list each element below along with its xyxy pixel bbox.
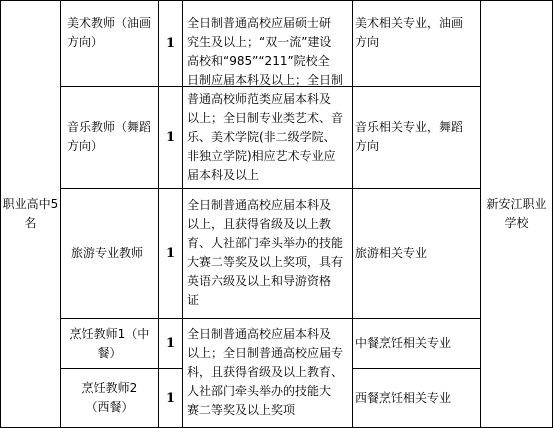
count-cell: 1 bbox=[165, 246, 176, 261]
employer-cell: 新安江职业 学校 bbox=[486, 197, 547, 230]
major-cell: 西餐烹饪相关专业 bbox=[355, 390, 452, 405]
position-cell: 烹饪教师1（中 餐） bbox=[69, 326, 150, 360]
major-cell: 音乐相关专业，舞蹈 方向 bbox=[355, 120, 464, 153]
major-cell: 中餐烹饪相关专业 bbox=[355, 336, 452, 350]
table-border-top bbox=[0, 0, 553, 1]
requirement-cell-cooking: 全日制普通高校应届本科及 以上；全日制普通高校应届专 科，且获得省级及以上教育、 人社部门牵头举办的技能大 赛二等奖及以上奖项 bbox=[187, 327, 344, 417]
position-cell: 音乐教师（舞蹈 方向） bbox=[67, 120, 152, 153]
post-group-cell: 职业高中5 名 bbox=[2, 197, 59, 230]
count-cell: 1 bbox=[165, 336, 176, 351]
requirement-cell-tourism: 全日制普通高校应届本科及 以上，且获得省级及以上教 育、人社部门牵头举办的技能 大赛二等奖及以上奖项，具有 英语六级及以上和导游资格 证 bbox=[187, 198, 344, 307]
major-cell: 美术相关专业，油画 方向 bbox=[355, 16, 464, 49]
requirement-cell-arts: 全日制普通高校应届硕士研 究生及以上；“双一流”建设 高校和“985”“211”院校全 日制应届本科及以上；全日制 普通高校师范类应届本科及 以上；全日制专业类艺术、音 乐、美术学院(非二级学院、 非独立学院)相应艺术专业应 届本科及以上 bbox=[187, 16, 344, 182]
position-cell: 烹饪教师2 （西餐） bbox=[81, 381, 138, 414]
position-cell: 美术教师（油画 方向） bbox=[67, 16, 152, 49]
count-cell: 1 bbox=[165, 36, 176, 51]
count-cell: 1 bbox=[165, 130, 176, 145]
major-cell: 旅游相关专业 bbox=[355, 246, 428, 260]
position-cell: 旅游专业教师 bbox=[71, 246, 144, 260]
count-cell: 1 bbox=[165, 390, 176, 406]
